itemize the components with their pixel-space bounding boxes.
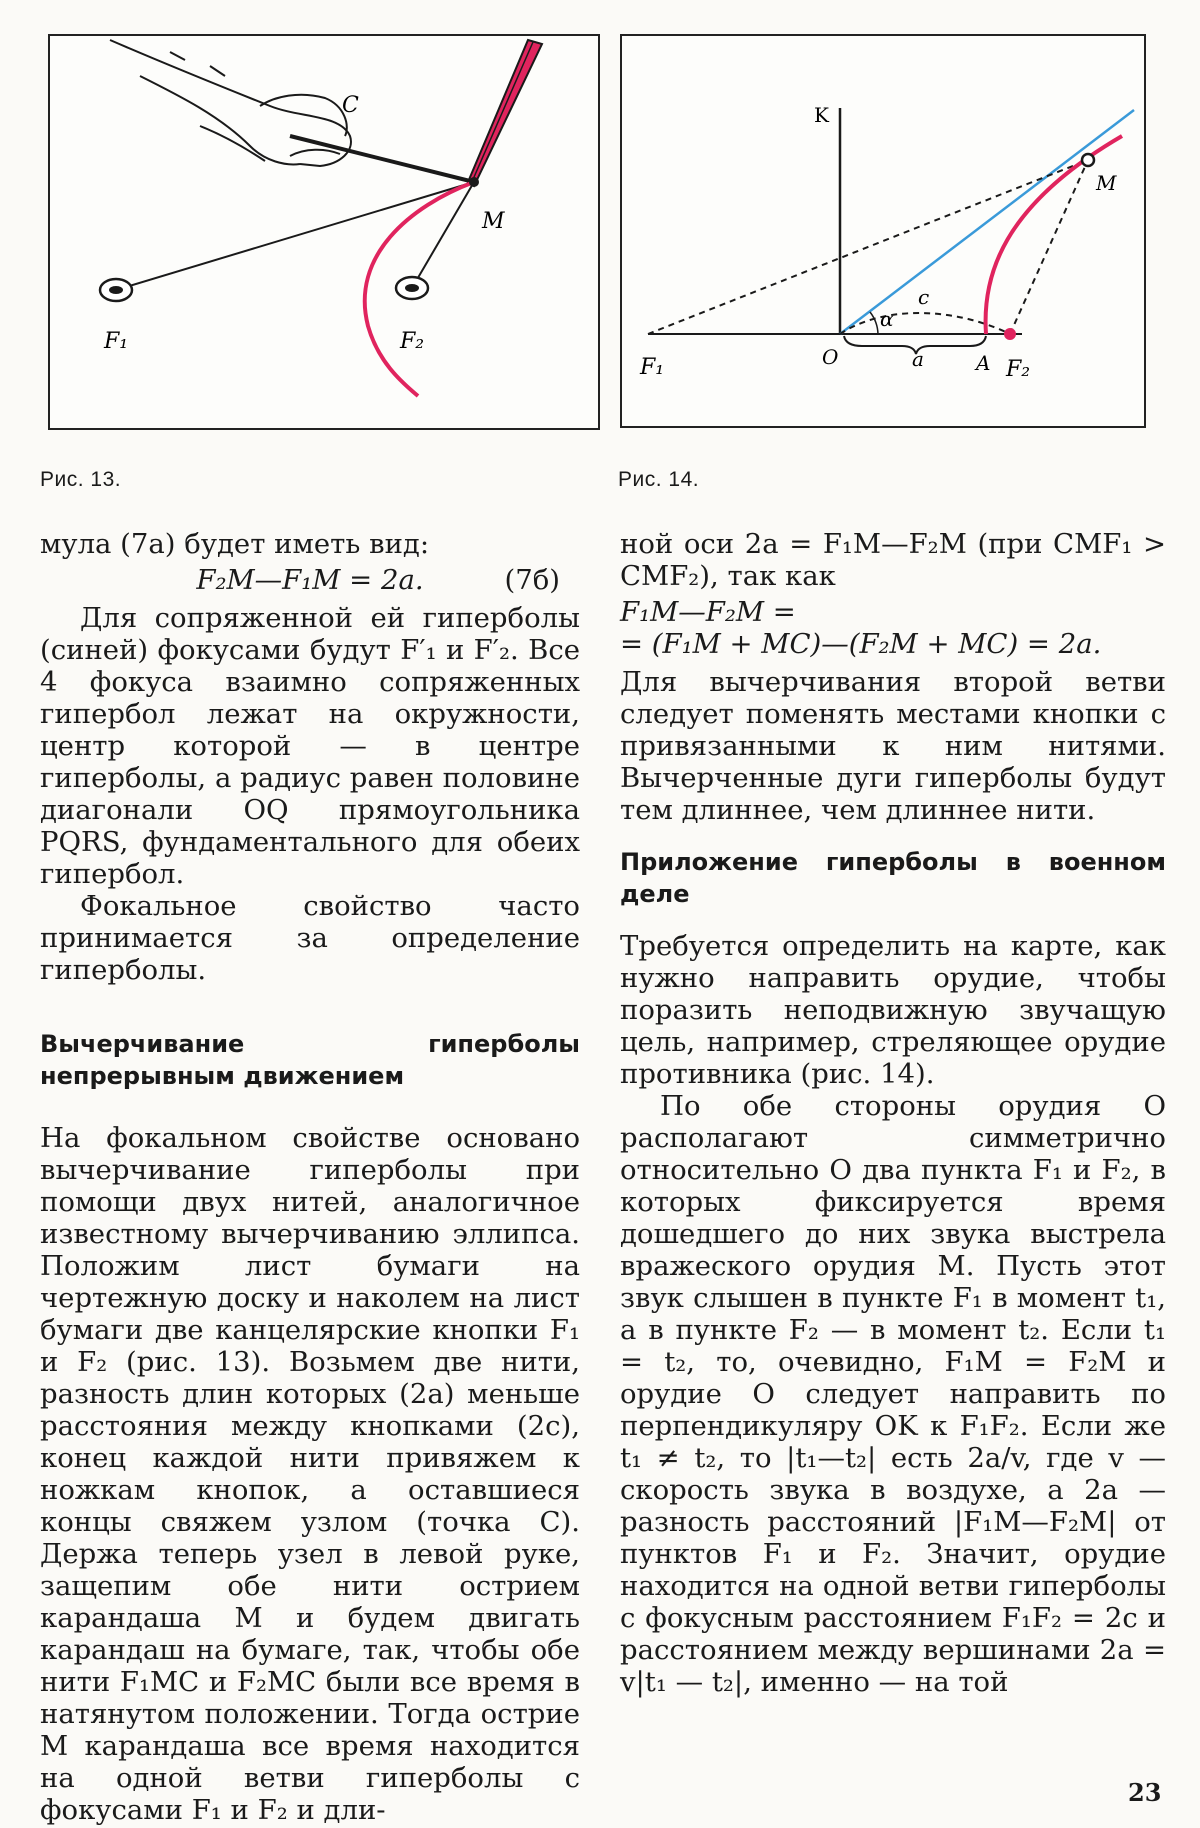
label-c: C [342, 93, 359, 118]
formula-difference [620, 596, 1166, 660]
paragraph-drawing-method: На фокальном свойстве основано вычерчивание гиперболы при помощи двух нитей, аналогичное известному вычерчиванию эллипса. Положим лист бумаги на чертежную доску и наколем на лист бумаги две канцелярские кнопки F₁ и F₂ (рис. 13). Возьмем две нити, разность длин которых (2a) меньше расстояния между кнопками (2c), конец каждой нити привяжем к ножкам кнопок, а оставшиеся концы свяжем узлом (точка C). Держа теперь узел в левой руке, защепим обе нити острием карандаша M и будем двигать карандаш на бумаге, так, чтобы обе нити F₁MC и F₂MC были все время в натянутом положении. Тогда острие M карандаша все время находится на одной ветви гиперболы с фокусами F₁ и F₂ и дли- [40, 1122, 580, 1826]
label-f1: F₁ [640, 355, 665, 380]
label-c: c [918, 285, 930, 309]
section-heading-military: Приложение гиперболы в военном деле [620, 848, 1166, 908]
pin-f1 [100, 279, 132, 301]
point-f2 [1004, 328, 1016, 340]
label-k: K [814, 103, 829, 127]
paragraph-task: Требуется определить на карте, как нужно направить орудие, чтобы поразить неподвижную звучащую цель, например, стреляющее орудие противника (рис. 14). [620, 930, 1166, 1090]
paragraph-focal-property: Фокальное свойство часто принимается за определение гиперболы. [40, 890, 580, 986]
figure-14-drawing [622, 36, 1144, 426]
hand-illustration [110, 40, 351, 166]
formula-difference-line1: F₁M—F₂M = [620, 596, 796, 628]
figure-14 [620, 34, 1146, 428]
label-f2: F₂ [1006, 357, 1031, 382]
figure-13-caption: Рис. 13. [40, 468, 122, 491]
point-m [1082, 154, 1094, 166]
formula-7b [40, 564, 580, 596]
paragraph-second-branch: Для вычерчивания второй ветви следует поменять местами кнопки с привязанными к ним нитями. Вычерченные дуги гиперболы будут тем длиннее, чем длиннее нити. [620, 666, 1166, 826]
formula-difference-line2: = (F₁M + MC)—(F₂M + MC) = 2a. [620, 628, 1102, 660]
section-heading-drawing: Вычерчивание гиперболы непрерывным движением [40, 1030, 580, 1090]
label-alpha: α [880, 307, 894, 331]
formula-7b-expr: F₂M—F₁M = 2a. [196, 564, 424, 596]
label-f2: F₂ [400, 329, 425, 354]
paragraph-axis: ной оси 2a = F₁M—F₂M (при CMF₁ > CMF₂), так как [620, 528, 1166, 592]
pencil-illustration [468, 40, 542, 186]
label-o: O [822, 345, 839, 369]
label-a: a [912, 347, 924, 371]
label-m: M [482, 209, 505, 234]
intro-line: мула (7а) будет иметь вид: [40, 528, 430, 560]
left-column [40, 528, 580, 1826]
pin-f2 [396, 277, 428, 299]
label-m: M [1096, 171, 1117, 195]
paragraph-method: По обе стороны орудия O располагают симметрично относительно O два пункта F₁ и F₂, в которых фиксируется время дошедшего до них звука выстрела вражеского орудия M. Пусть этот звук слышен в пункте F₁ в момент t₁, а в пункте F₂ — в момент t₂. Если t₁ = t₂, то, очевидно, F₁M = F₂M и орудие O следует направить по перпендикуляру OK к F₁F₂. Если же t₁ ≠ t₂, то |t₁—t₂| есть 2a/v, где v — скорость звука в воздухе, а 2a — разность расстояний |F₁M—F₂M| от пунктов F₁ и F₂. Значит, орудие находится на одной ветви гиперболы с фокусным расстоянием F₁F₂ = 2c и расстоянием между вершинами 2a = v|t₁ — t₂|, именно — на той [620, 1090, 1166, 1698]
dashed-f1m [648, 160, 1088, 334]
page-number: 23 [1128, 1778, 1162, 1807]
hyperbola-branch [986, 136, 1122, 334]
figure-13 [48, 34, 600, 430]
paragraph-conjugate: Для сопряженной ей гиперболы (синей) фокусами будут F′₁ и F′₂. Все 4 фокуса взаимно сопряженных гипербол лежат на окружности, центр которой — в центре гиперболы, а радиус равен половине диагонали OQ прямоугольника PQRS, фундаментального для обеих гипербол. [40, 602, 580, 890]
figure-14-caption: Рис. 14. [618, 468, 700, 491]
label-a-point: A [976, 351, 991, 375]
right-column [620, 528, 1166, 1698]
alpha-arc [870, 312, 878, 334]
figure-13-drawing [50, 36, 598, 428]
label-f1: F₁ [104, 329, 129, 354]
thread-cm [290, 136, 474, 182]
formula-7b-number: (7б) [504, 564, 560, 596]
